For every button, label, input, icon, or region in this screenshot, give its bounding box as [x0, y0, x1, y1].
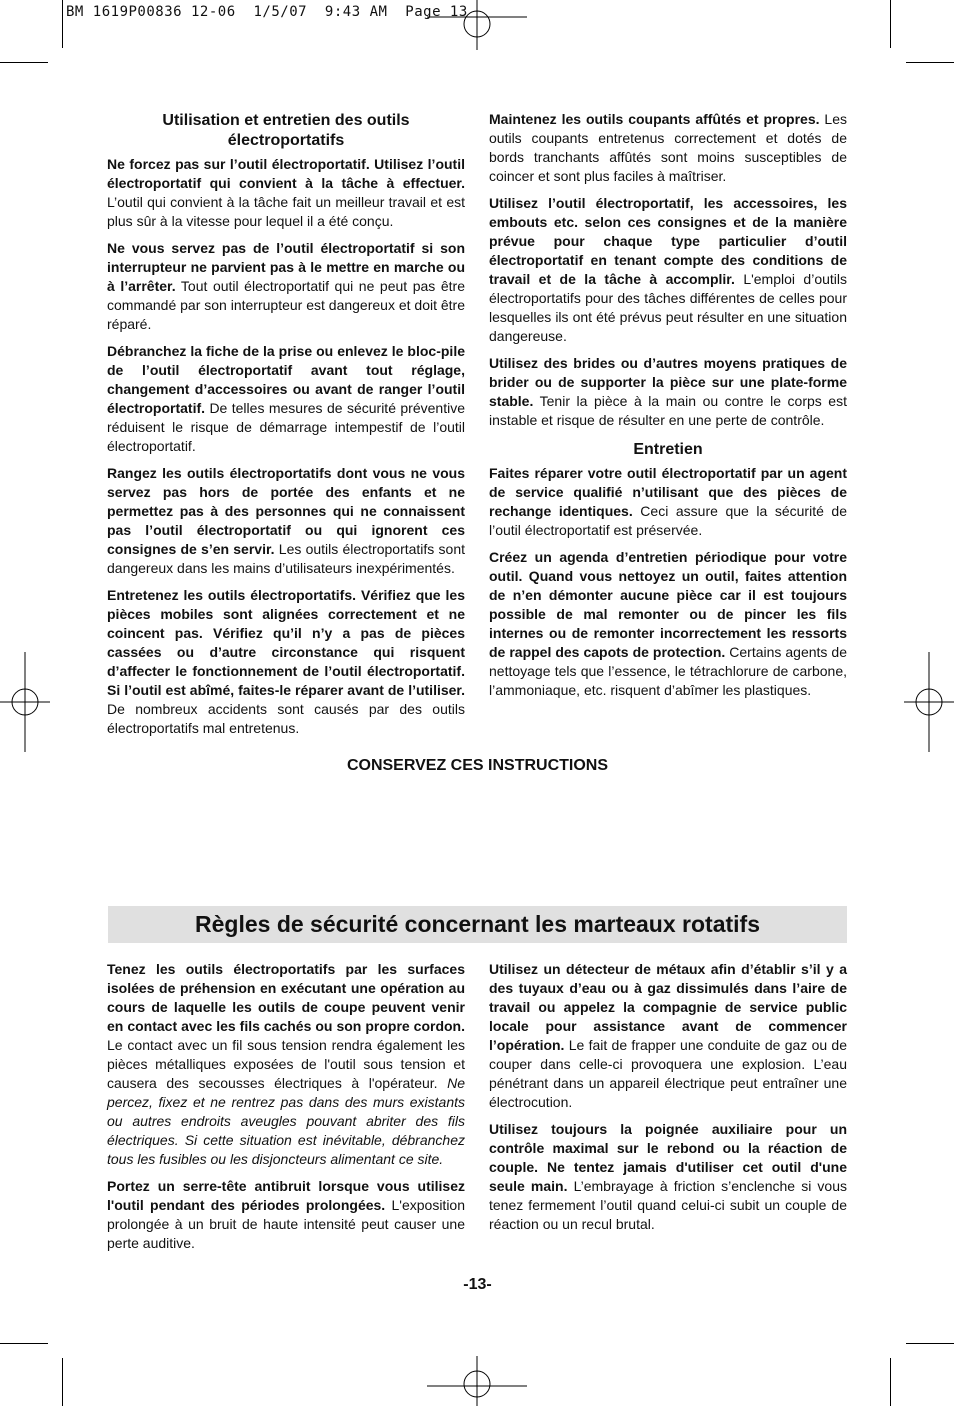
body-text: Certains agents de nettoyage tels que l’essence, le tétrachlorure de carbone, l’ammoniaque, etc. risquent d’abîmer les plastiques.	[489, 644, 847, 698]
body-text: L'emploi d’outils électroportatifs pour des tâches différentes de celles pour lesquelles ils ont été prévus peut résulter en une situation dangereuse.	[489, 271, 848, 344]
body-text: Les outils électroportatifs sont dangereux dans les mains d’utilisateurs inexpérimentés.	[107, 541, 465, 576]
paragraph	[107, 239, 465, 334]
paragraph	[489, 548, 847, 700]
body-text: Ceci assure que la sécurité de l’outil électroportatif est préservée.	[489, 503, 848, 538]
conserve-instructions: CONSERVEZ CES INSTRUCTIONS	[346, 757, 609, 774]
right-column-top	[489, 110, 847, 708]
section-banner-title: Règles de sécurité concernant les marteaux rotatifs	[108, 906, 847, 943]
right-column-bottom	[489, 960, 847, 1242]
paragraph	[489, 1120, 847, 1234]
paragraph	[489, 110, 847, 186]
bold-lead: Débranchez la fiche de la prise ou enlevez le bloc-pile de l’outil électroportatif avant tout réglage, changement d’accessoires ou avant de ranger l’outil électroportatif.	[107, 343, 465, 416]
bold-lead: Créez un agenda d’entretien périodique pour votre outil. Quand vous nettoyez un outil, faites attention de n’en démonter aucune pièce car il est toujours possible de mal remonter ou de pincer les fils internes ou de remonter incorrectement les ressorts de rappel des capots de protection.	[489, 549, 847, 660]
body-text: L'exposition prolongée à un bruit de haute intensité peut causer une perte auditive.	[107, 1197, 465, 1251]
italic-text: Ne percez, fixez et ne rentrez pas dans des murs existants ou autres endroits aveugles pouvant abriter des fils électriques. Si cette situation est inévitable, débranchez tous les fusibles ou les disjoncteurs alimentant ce site.	[107, 1075, 466, 1167]
registration-mark-left	[0, 652, 50, 752]
crop-mark	[62, 0, 63, 48]
bold-lead: Utilisez un détecteur de métaux afin d’établir s’il y a des tuyaux d’eau ou à gaz dissimulés dans l’aire de travail ou appelez la compagnie de service public locale pour assistance avant de commencer l’opération.	[489, 961, 847, 1053]
body-text: De nombreux accidents sont causés par des outils électroportatifs mal entretenus.	[107, 701, 465, 736]
bold-lead: Utilisez des brides ou d’autres moyens pratiques de brider ou de supporter la pièce sur une plate-forme stable.	[489, 355, 847, 409]
body-text: De telles mesures de sécurité préventive réduisent le risque de démarrage intempestif de l’outil électroportatif.	[107, 400, 465, 454]
paragraph	[489, 960, 847, 1112]
left-column-top	[107, 111, 465, 746]
crop-mark	[890, 0, 891, 48]
body-text: Le fait de frapper une conduite de gaz ou de couper dans celle-ci provoquera une explosion. L’eau pénétrant dans un appareil électrique peut entraîner une électrocution.	[489, 1037, 847, 1110]
bold-lead: Tenez les outils électroportatifs par les surfaces isolées de préhension en exécutant une opération au cours de laquelle les outils de coupe peuvent venir en contact avec les fils cachés ou son propre cordon.	[107, 961, 465, 1034]
page-number: -13-	[463, 1276, 492, 1293]
body-text: Tenir la pièce à la main ou contre le corps est instable et risque de résulter en une perte de contrôle.	[489, 393, 847, 428]
paragraph	[489, 354, 847, 430]
crop-mark	[0, 1343, 48, 1344]
body-text: Tout outil électroportatif qui ne peut pas être commandé par son interrupteur est dangereux et doit être réparé.	[107, 278, 465, 332]
paragraph	[107, 1177, 465, 1253]
paragraph	[107, 464, 465, 578]
print-slug: BM 1619P00836 12-06 1/5/07 9:43 AM Page 13	[66, 4, 468, 20]
bold-lead: Utilisez toujours la poignée auxiliaire pour un contrôle maximal sur le rebond ou la réaction de couple. Ne tentez jamais d'utiliser cet outil d'une seule main.	[489, 1121, 847, 1194]
crop-mark	[890, 1358, 891, 1406]
body-text: Les outils coupants entretenus correctement et dotés de bords tranchants affûtés sont moins susceptibles de coincer et sont plus faciles à maîtriser.	[489, 111, 847, 184]
bold-lead: Utilisez l’outil électroportatif, les accessoires, les embouts etc. selon ces consignes et de la manière prévue pour chaque type particulier d’outil électroportatif en tenant compte des conditions de travail et de la tâche à accomplir.	[489, 195, 847, 287]
left-column-bottom	[107, 960, 465, 1261]
bold-lead: Portez un serre-tête antibruit lorsque vous utilisez l'outil pendant des périodes prolongées.	[107, 1178, 465, 1213]
section-heading: Utilisation et entretien des outils électroportatifs	[162, 112, 410, 149]
crop-mark	[62, 1358, 63, 1406]
bold-lead: Ne forcez pas sur l’outil électroportatif. Utilisez l’outil électroportatif qui convient à la tâche à effectuer.	[107, 156, 465, 191]
paragraph	[489, 194, 847, 346]
body-text: Le contact avec un fil sous tension rendra également les pièces métalliques exposées de l'outil sous tension et causera des secousses électriques à l'opérateur.	[107, 1037, 465, 1091]
paragraph	[489, 464, 847, 540]
paragraph	[107, 342, 465, 456]
crop-mark	[0, 62, 48, 63]
section-heading: Entretien	[633, 441, 703, 458]
crop-mark	[906, 62, 954, 63]
paragraph	[107, 155, 465, 231]
paragraph	[107, 586, 465, 738]
registration-mark-right	[904, 652, 954, 752]
body-text: L’embrayage à friction s’enclenche si vous tenez fermement l’outil quand celui-ci subit un couple de réaction ou un recul brutal.	[489, 1178, 847, 1232]
bold-lead: Maintenez les outils coupants affûtés et propres.	[489, 111, 820, 127]
registration-mark-bottom	[427, 1356, 527, 1406]
crop-mark	[906, 1343, 954, 1344]
bold-lead: Entretenez les outils électroportatifs. Vérifiez que les pièces mobiles sont alignées correctement et ne coincent pas. Vérifiez qu’il n’y a pas de pièces cassées ou d’autre circonstance qui risquent d’affecter le fonctionnement de l’outil électroportatif. Si l’outil est abîmé, faites-le réparer avant de l’utiliser.	[107, 587, 465, 698]
bold-lead: Rangez les outils électroportatifs dont vous ne vous servez pas hors de portée des enfants et ne permettez pas à des personnes qui ne connaissent pas l’outil électroportatif ou qui ignorent ces consignes de s’en servir.	[107, 465, 465, 557]
bold-lead: Ne vous servez pas de l’outil électroportatif si son interrupteur ne parvient pas à le mettre en marche ou à l’arrêter.	[107, 240, 465, 294]
paragraph	[107, 960, 465, 1169]
bold-lead: Faites réparer votre outil électroportatif par un agent de service qualifié n’utilisant que des pièces de rechange identiques.	[489, 465, 847, 519]
body-text: L’outil qui convient à la tâche fait un meilleur travail et est plus sûr à la vitesse pour lequel il a été conçu.	[107, 194, 465, 229]
